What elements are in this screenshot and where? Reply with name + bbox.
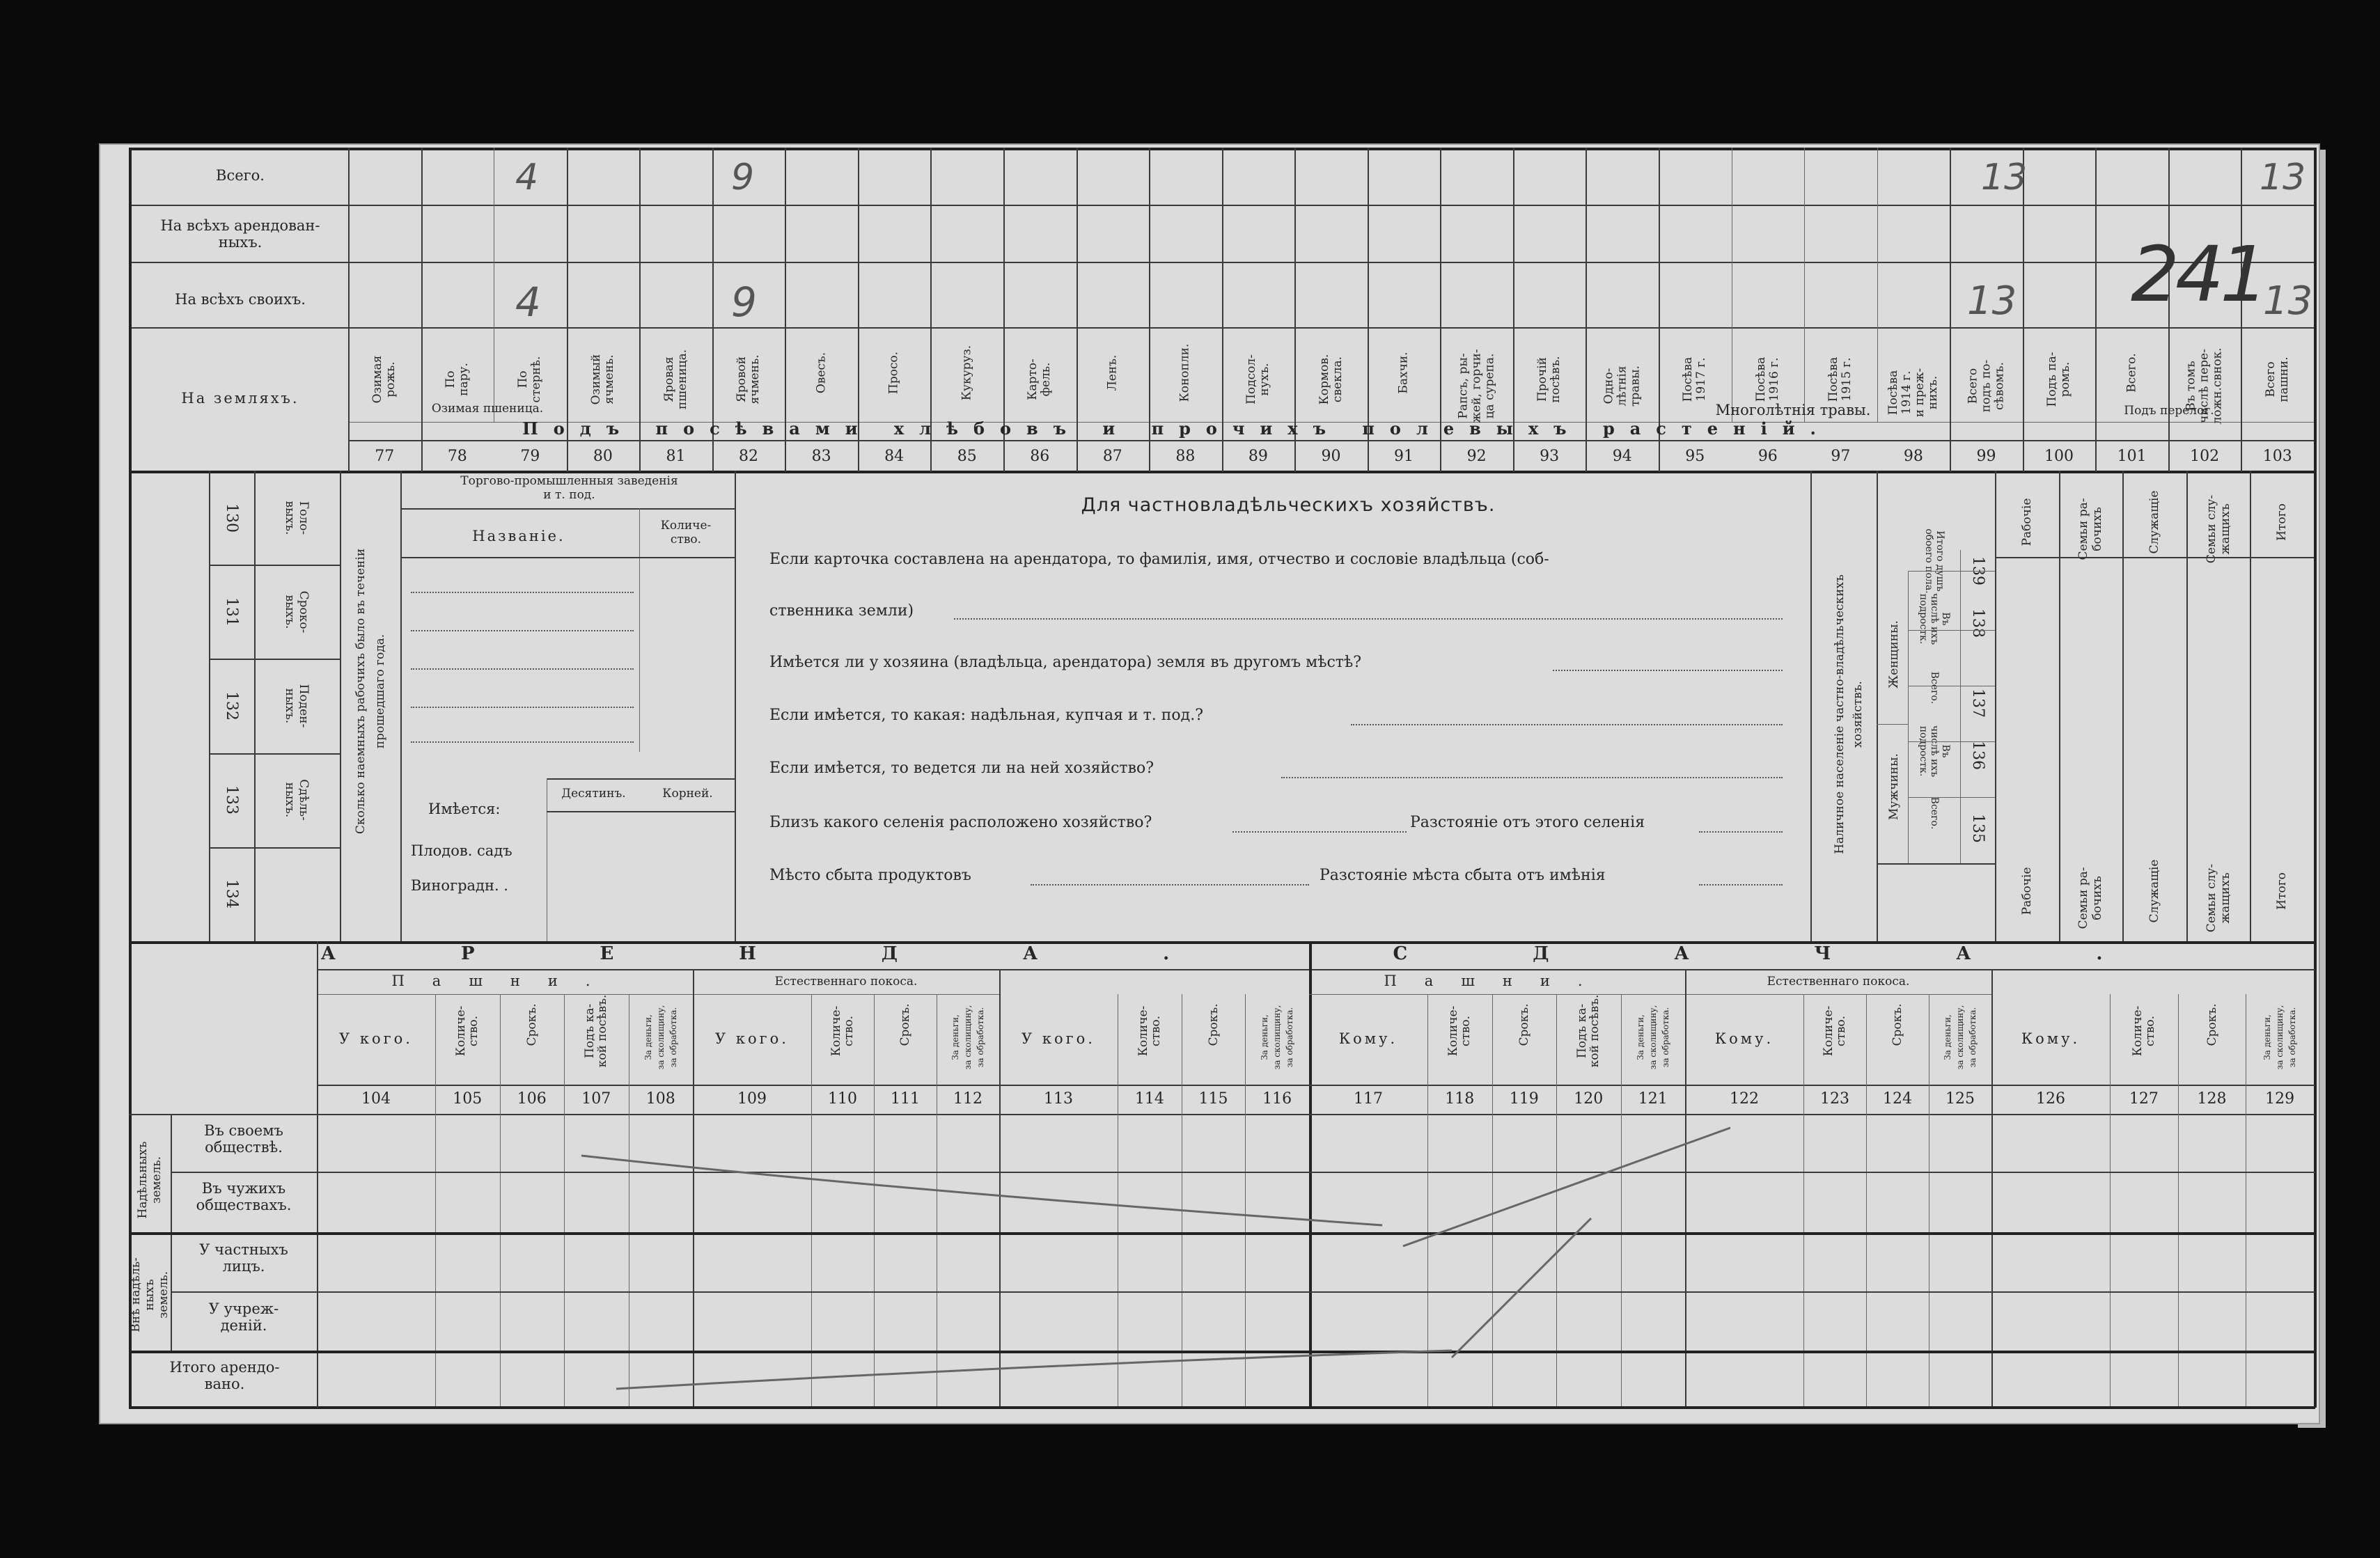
col-label-101: Всего. [2124,353,2139,393]
desyatin-col: Десятинъ. [561,787,626,801]
pop-right-bottom-1: Семьи ра- бочихъ [2076,867,2105,929]
lease-label-128: Срокъ. [2205,1003,2219,1046]
pop-right-top-2: Служащіе [2147,490,2161,554]
muzhchiny-label: Мужчины. [1887,753,1901,820]
row-divider [209,753,340,755]
q6b: Разстояніе мѣста сбыта отъ имѣнія [1320,867,1606,884]
row-label-arendovannyh: На всѣхъ арендован- ныхъ. [160,217,320,251]
pop-right-top-4: Итого [2275,503,2289,541]
col-num-79: 79 [520,448,540,465]
col-label-85: Кукуруз. [960,345,974,401]
trade-name-col: Названіе. [472,528,565,544]
lease-col-divider [2110,994,2111,1406]
lease-label-119: Срокъ. [1517,1003,1531,1046]
q3: Если имѣется, то какая: надѣльная, купчая и т. под.? [769,707,1203,724]
lease-num-107: 107 [581,1090,611,1108]
pop-right-bottom-0: Рабочіе [2019,867,2034,915]
col-label-102: Въ томъ числѣ пере- ложн.свнок. [2184,347,2225,425]
col-num-95: 95 [1685,448,1705,465]
lease-label-111: Срокъ. [898,1003,912,1046]
row-num-131: 131 [223,597,240,627]
col-num-100: 100 [2044,448,2074,465]
col-label-84: Просо. [886,351,901,395]
lease-label-125: За деньги, за сколищину, за обработка. [1943,1005,1978,1070]
row-num-134: 134 [223,879,240,909]
col-num-80: 80 [593,448,613,465]
pop-label-136: Въ числѣ ихъ подростк. [1918,725,1951,778]
pop-right-divider [2059,471,2060,941]
lease-label-127: Количе- ство. [2130,1005,2157,1057]
lease-label-113: У кого. [1021,1030,1095,1047]
hw-r3-c103: 13 [2263,278,2313,324]
col-label-90: Кормов. свекла. [1317,354,1345,405]
row-divider [209,565,340,566]
pop-right-divider [2250,471,2251,941]
col-num-87: 87 [1102,448,1122,465]
q5a: Близъ какого селенія расположено хозяйство? [769,814,1152,831]
col-label-89: Подсол- нухъ. [1244,354,1271,404]
row-num-132: 132 [223,691,240,721]
lease-num-104: 104 [361,1090,391,1108]
col-num-85: 85 [957,448,977,465]
imeetsya-label: Имѣется: [428,801,501,817]
lease-col-divider [1803,994,1804,1406]
col-num-86: 86 [1030,448,1050,465]
pop-right-divider [2186,471,2188,941]
col-label-79: По стернѣ. [516,356,544,403]
pop-right-bottom-2: Служащіе [2147,859,2161,923]
lease-num-120: 120 [1574,1090,1604,1108]
col-num-92: 92 [1466,448,1487,465]
col-label-87: Ленъ. [1105,354,1120,391]
pencil-strikethrough [129,1114,1730,1406]
q1b: ственника земли) [769,602,914,620]
col-label-91: Бахчи. [1396,352,1411,394]
col-divider [1877,148,1878,422]
lease-num-110: 110 [828,1090,857,1108]
zhenshchiny-label: Женщины. [1887,620,1901,688]
sdacha-pashni: Пашни. [1384,973,1611,989]
lease-num-127: 127 [2129,1090,2159,1108]
pop-label-137: Всего. [1929,671,1940,705]
hw-r1-c82: 9 [731,157,755,198]
pop-right-bottom-4: Итого [2275,872,2289,910]
row-chastnyh: У частныхъ лицъ. [199,1241,288,1275]
row-label-vsego: Всего. [216,167,265,184]
hw-r3-c82: 9 [731,278,757,326]
col-num-97: 97 [1831,448,1851,465]
lease-num-109: 109 [737,1090,767,1108]
lease-label-112: За деньги, за сколищину, за обработка. [950,1005,985,1070]
lease-num-121: 121 [1638,1090,1668,1108]
arenda-label: АРЕНДА. [320,943,1295,964]
row-label-131: Сроко- выхъ. [283,590,311,634]
population-title: Наличное населеніе частно-владѣльческихъ хозяйствъ. [1833,574,1865,854]
pop-right-line [1995,557,2314,558]
col-num-93: 93 [1540,448,1560,465]
pop-divider [1908,571,1995,572]
lease-num-115: 115 [1198,1090,1228,1108]
lease-num-111: 111 [891,1090,920,1108]
col-num-101: 101 [2117,448,2147,465]
lease-num-129: 129 [2265,1090,2295,1108]
row-label-svoih: На всѣхъ своихъ. [175,291,306,308]
row-v-svoem: Въ своемъ обществѣ. [204,1122,283,1156]
pop-num-136: 136 [1969,741,1987,770]
lease-num-105: 105 [453,1090,483,1108]
lease-col-divider [2178,994,2179,1406]
pop-num-139: 139 [1969,556,1987,585]
lease-label-121: За деньги, за сколищину, за обработка. [1635,1005,1670,1070]
pop-divider [1908,797,1995,798]
col-num-91: 91 [1394,448,1414,465]
lease-num-108: 108 [645,1090,675,1108]
pop-right-top-1: Семьи ра- бочихъ [2076,498,2105,560]
lease-num-125: 125 [1946,1090,1975,1108]
col-label-83: Овесъ. [814,352,829,394]
col-num-88: 88 [1175,448,1196,465]
pop-divider [1908,630,1995,631]
lease-label-123: Количе- ство. [1822,1005,1848,1057]
col-num-89: 89 [1248,448,1268,465]
lease-label-122: Кому. [1714,1030,1774,1047]
private-title: Для частновладѣльческихъ хозяйствъ. [1081,494,1496,516]
q4: Если имѣется, то ведется ли на ней хозяйство? [769,760,1154,777]
pop-num-137: 137 [1969,688,1987,718]
row-label-na-zemlyah: На земляхъ. [181,390,299,407]
row-num-133: 133 [223,785,240,815]
col-num-96: 96 [1757,448,1778,465]
lease-label-117: Кому. [1338,1030,1398,1047]
col-label-82: Яровой ячмень. [735,354,762,404]
nadelnyh-label: Надѣльныхъ земель. [136,1141,164,1219]
pop-divider [1908,741,1995,742]
lease-label-106: Срокъ. [524,1003,539,1046]
lease-label-124: Срокъ. [1890,1003,1904,1046]
col-label-80: Озимый ячмень. [588,354,616,405]
col-divider [1804,148,1805,422]
lease-num-116: 116 [1262,1090,1292,1108]
lease-label-129: За деньги, за сколищину, за обработка. [2262,1005,2298,1070]
row-itogo: Итого арендо- вано. [169,1359,280,1392]
lease-num-106: 106 [517,1090,547,1108]
col-label-103: Всего пашни. [2263,356,2291,402]
col-label-95: Посѣва 1917 г. [1681,356,1709,402]
lease-label-108: За деньги, за сколищину, за обработка. [643,1005,678,1070]
lease-label-109: У кого. [715,1030,789,1047]
lease-label-105: Количе- ство. [454,1005,481,1057]
lease-label-110: Количе- ство. [829,1005,856,1057]
lease-num-126: 126 [2036,1090,2065,1108]
col-num-99: 99 [1976,448,1996,465]
q1a: Если карточка составлена на арендатора, то фамилія, имя, отчество и сословіе владѣльца (соб- [769,551,1549,568]
lease-label-104: У кого. [339,1030,413,1047]
row-v-chuzhih: Въ чужихъ обществахъ. [196,1180,292,1213]
col-label-98: Посѣва 1914 г. и преж- нихъ. [1886,368,1940,418]
sdacha-pokos: Естественнаго покоса. [1767,975,1910,989]
lease-num-128: 128 [2197,1090,2227,1108]
col-num-90: 90 [1321,448,1341,465]
row-label-132: Поден- ныхъ. [283,684,311,728]
col-label-99: Всего подъ по- сѣвомъ. [1966,359,2006,413]
pod-perelog-label: Подъ перелог. [2124,404,2214,418]
lease-label-116: За деньги, за сколищину, за обработка. [1260,1005,1295,1070]
col-num-82: 82 [739,448,759,465]
hired-workers-label: Сколько наемныхъ рабочихъ было въ теченіи прошедшаго года. [354,548,387,835]
lease-label-107: Подъ ка- кой посѣвъ. [583,994,610,1068]
hw-r3-c99: 13 [1967,278,2017,324]
lease-num-114: 114 [1134,1090,1164,1108]
lease-num-123: 123 [1820,1090,1849,1108]
row-num-130: 130 [223,503,240,533]
pop-label-138: Въ числѣ ихъ подростк. [1918,592,1951,645]
col-label-81: Яровая пшеница. [661,349,689,410]
lease-label-118: Количе- ство. [1446,1005,1473,1057]
lease-num-118: 118 [1445,1090,1475,1108]
trade-title: Торгово-промышленныя заведенія и т. под. [460,474,678,502]
lease-label-126: Кому. [2021,1030,2081,1047]
hw-r3-c78: 4 [515,278,541,326]
row-label-133: Сдѣль- ныхъ. [283,779,311,821]
korney-col: Корней. [662,787,713,801]
lease-num-113: 113 [1044,1090,1073,1108]
pop-right-divider [2122,471,2124,941]
q5b: Разстояніе отъ этого селенія [1410,814,1645,831]
lease-num-122: 122 [1730,1090,1759,1108]
col-num-78: 78 [447,448,467,465]
pop-label-139: Итого душъ обоего пола. [1923,528,1946,594]
pop-num-135: 135 [1969,814,1987,843]
col-label-93: Прочій посѣвъ. [1535,356,1563,403]
col-num-77: 77 [375,448,395,465]
hw-page-number: 241 [2131,230,2264,319]
ozimaya-pshenitsa-label: Озимая пшеница. [431,402,544,416]
row-divider [209,659,340,660]
lease-label-114: Количе- ство. [1136,1005,1163,1057]
q2: Имѣется ли у хозяина (владѣльца, арендатора) земля въ другомъ мѣстѣ? [769,654,1362,671]
hw-r1-c99: 13 [1981,157,2028,198]
col-label-78: По пару. [443,363,471,396]
vne-label: Внѣ надѣль- ныхъ земель. [129,1257,171,1332]
col-num-83: 83 [811,448,831,465]
col-label-77: Озимая рожь. [370,355,398,404]
col-label-92: Рапсъ, ры- жей, горчи- ца сурепа. [1456,349,1497,423]
row-uchrezhdeniy: У учреж- деній. [208,1300,279,1334]
col-label-88: Конопли. [1177,343,1192,402]
mnogoletnie-label: Многолѣтнія травы. [1715,402,1871,418]
lease-num-124: 124 [1883,1090,1912,1108]
col-num-98: 98 [1903,448,1923,465]
pop-right-top-3: Семьи слу- жащихъ [2204,494,2232,564]
arenda-pokos: Естественнаго покоса. [774,975,918,989]
pod-posevami-label: Подъ посѣвами хлѣбовъ и прочихъ полевыхъ растеній. [522,418,1831,439]
plodov-label: Плодов. садъ [411,842,512,859]
col-label-86: Карто- фель. [1026,359,1054,400]
col-label-100: Подъ па- ромъ. [2045,352,2073,407]
sdacha-label: СДАЧА. [1393,943,2228,964]
col-label-97: Посѣва 1915 г. [1826,356,1854,402]
pop-label-135: Всего. [1929,796,1940,830]
lease-num-112: 112 [953,1090,982,1108]
q6a: Мѣсто сбыта продуктовъ [769,867,971,884]
hw-r1-c103: 13 [2260,157,2306,198]
lease-num-117: 117 [1354,1090,1383,1108]
vinogradn-label: Виноградн. . [411,877,508,894]
col-num-102: 102 [2190,448,2220,465]
arenda-pashni: Пашни. [391,973,618,989]
col-num-81: 81 [666,448,686,465]
lease-label-120: Подъ ка- кой посѣвъ. [1575,994,1602,1068]
col-num-84: 84 [884,448,905,465]
hw-r1-c78: 4 [515,157,539,198]
lease-num-119: 119 [1509,1090,1539,1108]
col-num-94: 94 [1612,448,1632,465]
row-divider [209,847,340,849]
pop-num-138: 138 [1969,608,1987,638]
lease-label-115: Срокъ. [1206,1003,1221,1046]
col-label-94: Одно- лѣтнія травы. [1602,365,1643,407]
trade-qty-col: Количе- ство. [660,519,712,546]
pop-right-bottom-3: Семьи слу- жащихъ [2204,863,2232,933]
pop-right-top-0: Рабочіе [2019,498,2034,546]
col-label-96: Посѣва 1916 г. [1753,356,1781,402]
col-divider [2095,148,2097,472]
col-num-103: 103 [2262,448,2292,465]
row-label-130: Голо- выхъ. [283,501,311,535]
lease-col-divider [1866,994,1867,1406]
